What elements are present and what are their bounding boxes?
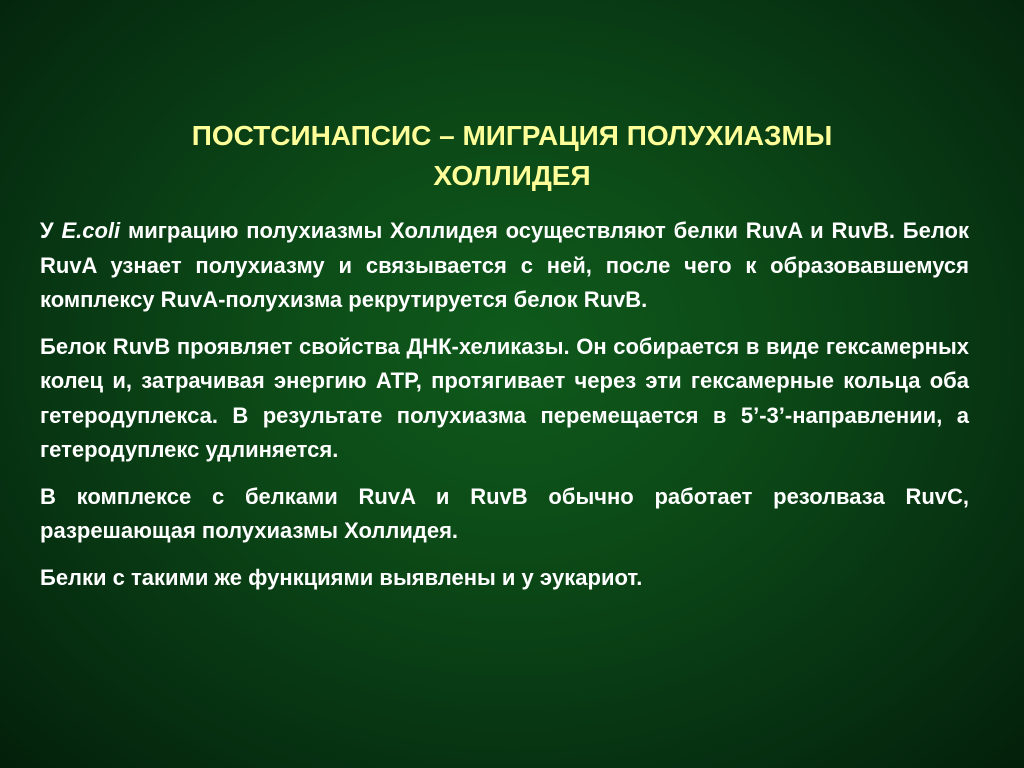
- paragraph-1-text: миграцию полухиазмы Холлидея осуществляют белки RuvA и RuvB. Белок RuvA узнает полухиазму и связывается с ней, после чего к образовавшемуся комплексу RuvA-полухизма рекрутируется белок RuvB.: [40, 218, 969, 312]
- slide-body: [40, 214, 969, 595]
- organism-name: E.coli: [61, 218, 121, 243]
- paragraph-4: Белки с такими же функциями выявлены и у эукариот.: [40, 564, 643, 590]
- title-line-1: ПОСТСИНАПСИС – МИГРАЦИЯ ПОЛУХИАЗМЫ: [191, 120, 833, 151]
- paragraph-2: Белок RuvB проявляет свойства ДНК-хеликазы. Он собирается в виде гексамерных колец и, затрачивая энергию АТР, протягивает через эти гексамерные кольца оба гетеродуплекса. В результате полухиазма перемещается в 5’-3’-направлении, а гетеродуплекс удлиняется.: [40, 333, 969, 462]
- paragraph-1-prefix: У: [40, 218, 62, 243]
- slide-title: [60, 116, 964, 196]
- title-line-2: ХОЛЛИДЕЯ: [433, 160, 591, 191]
- paragraph-1: [40, 214, 969, 318]
- paragraph-3: В комплексе с белками RuvA и RuvB обычно работает резолваза RuvC, разрешающая полухиазмы Холлидея.: [40, 483, 970, 543]
